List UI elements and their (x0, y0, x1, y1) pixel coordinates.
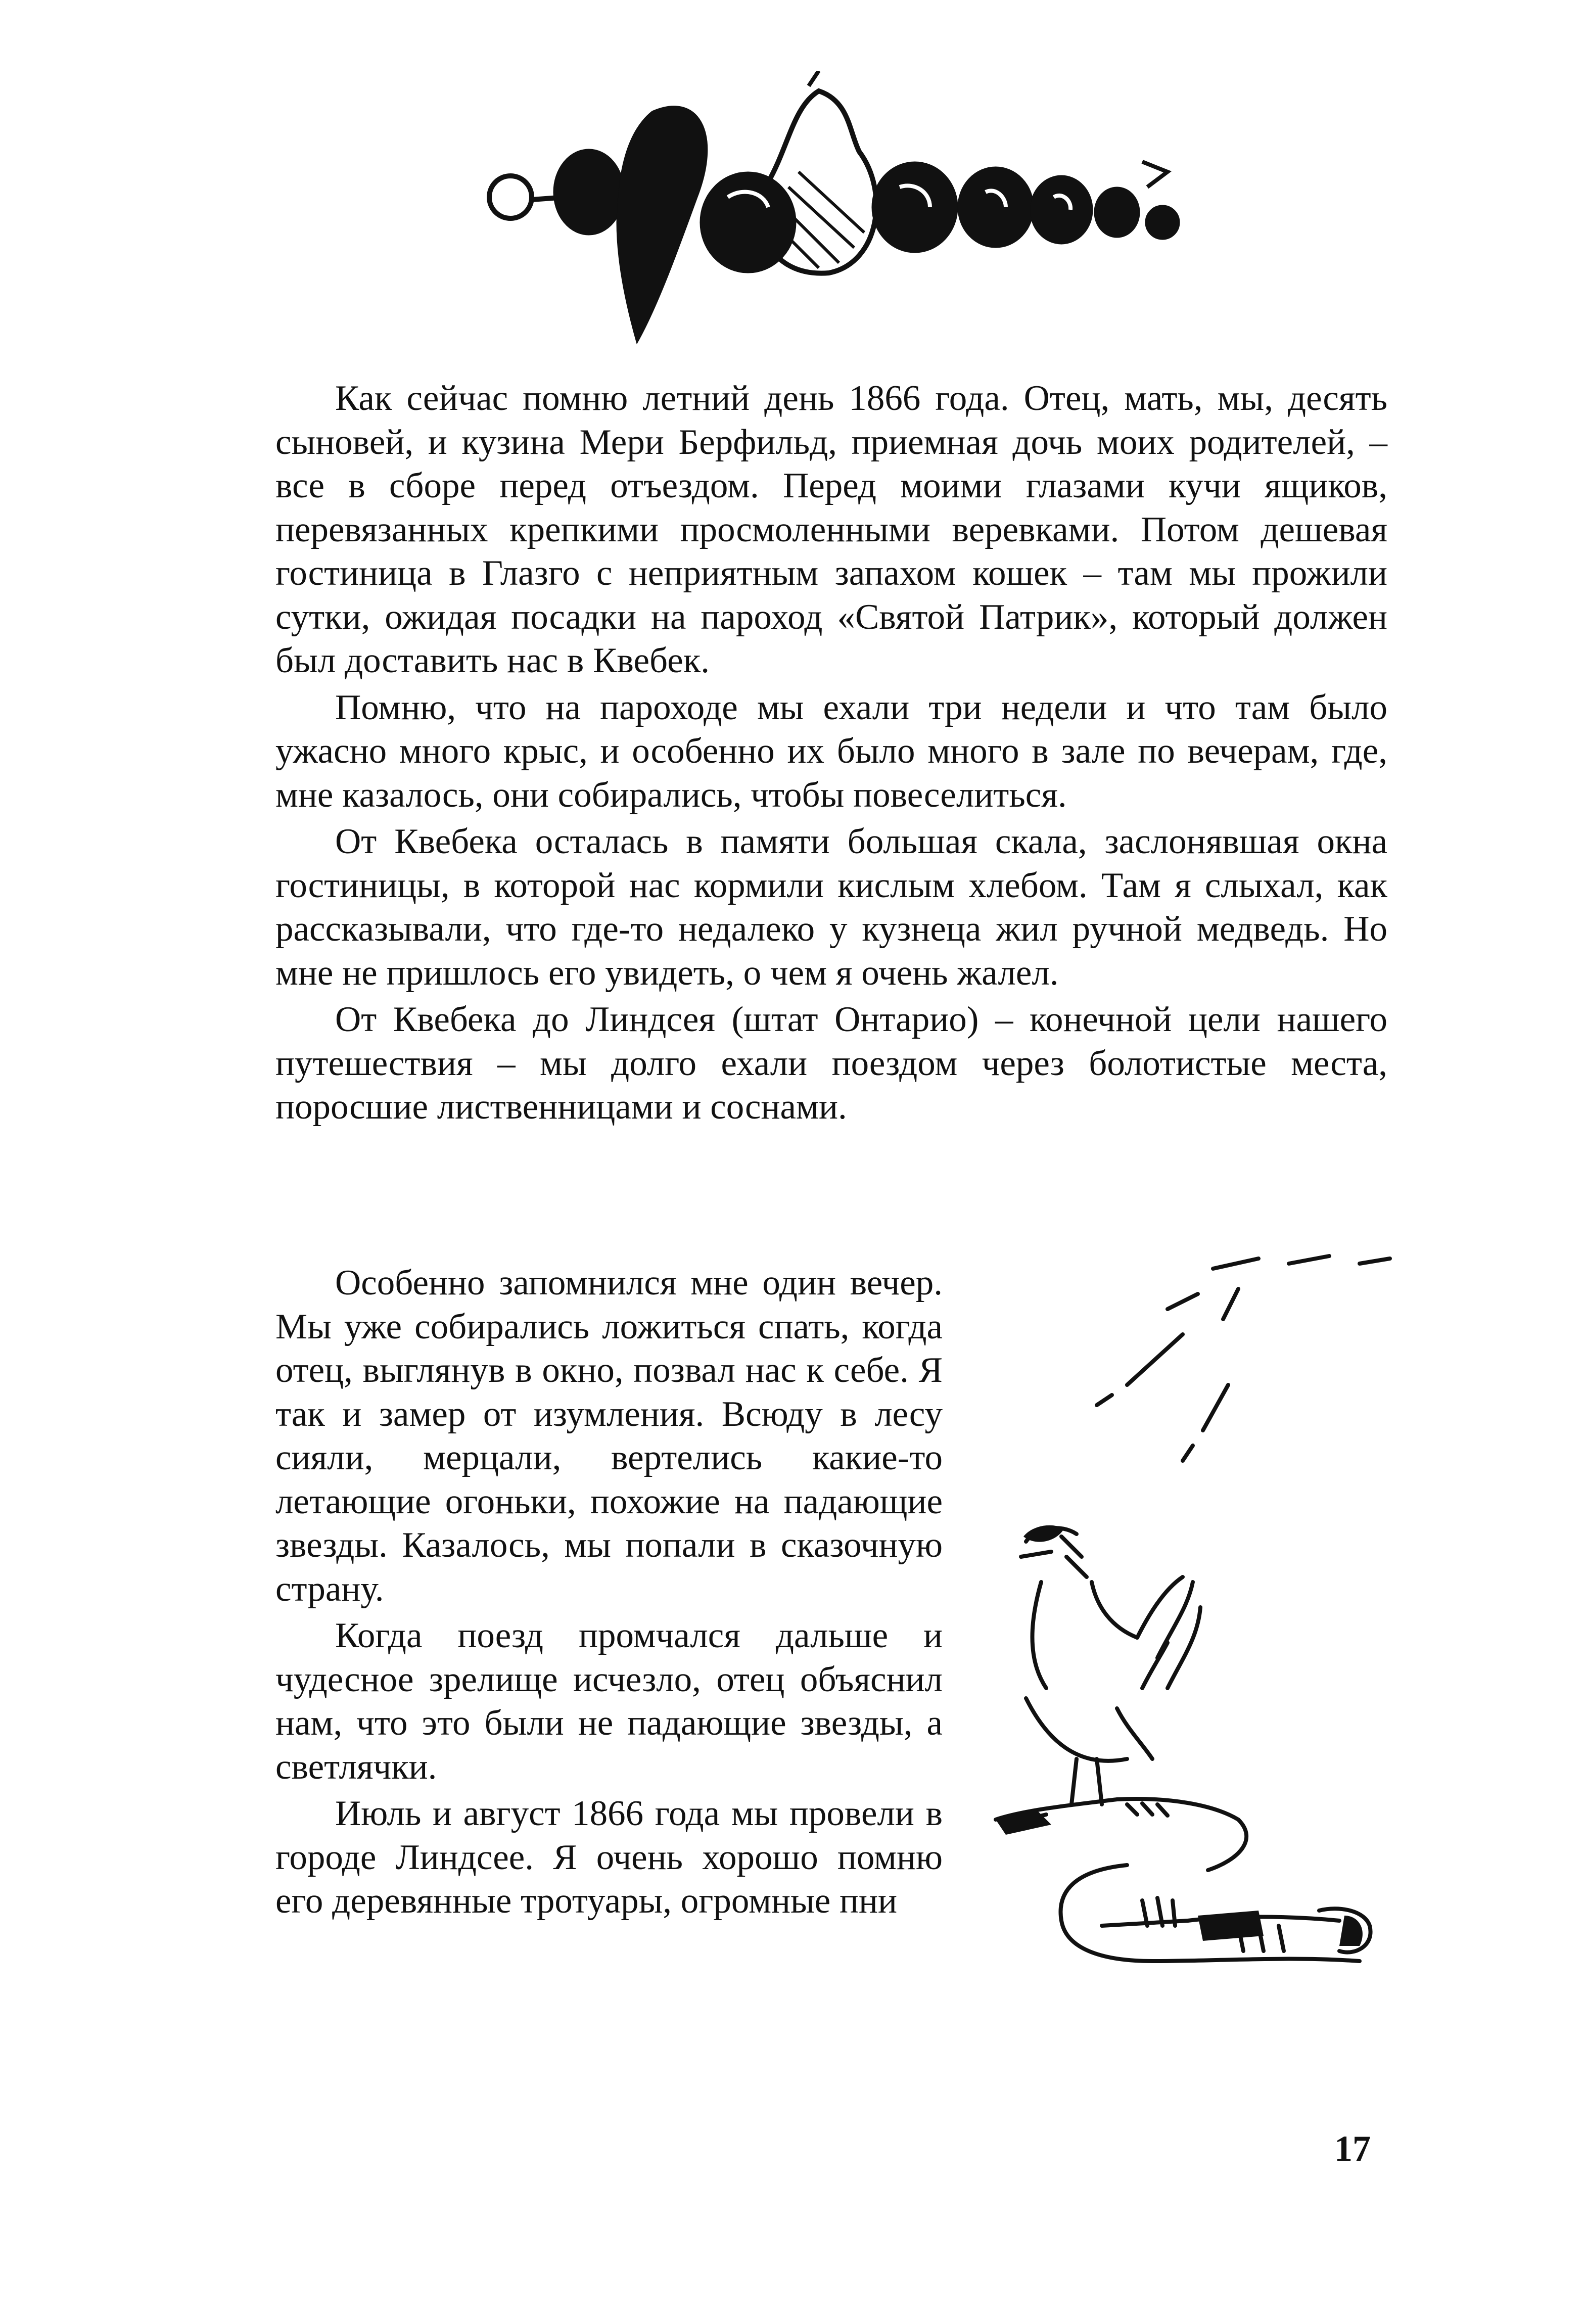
fruit-vegetable-ornament-icon (485, 71, 1203, 354)
paragraph-1: Как сейчас помню летний день 1866 года. Отец, мать, мы, десять сыновей, и кузина Мери Берфильд, приемная дочь моих родителей, – все в сборе перед отъездом. Перед моими глазами кучи ящиков, перевязанных крепкими просмоленными веревками. Потом дешевая гостиница в Глазго с неприятным запахом кошек – там мы прожили сутки, ожидая посадки на пароход «Святой Патрик», который должен был доставить нас в Квебек. (275, 379, 1387, 680)
paragraph-4: От Квебека до Линдсея (штат Онтарио) – конечной цели нашего путешествия – мы долго ехали поездом через болотистые места, поросшие лиственницами и соснами. (275, 1000, 1387, 1127)
narrow-text-block (275, 1261, 943, 1926)
page-number: 17 (1334, 2128, 1371, 2169)
grouse-on-stump-icon (975, 1253, 1415, 2017)
paragraph-2: Помню, что на пароходе мы ехали три недели и что там было ужасно много крыс, и особенно их было много в зале по вечерам, где, мне казалось, они собирались, чтобы повеселиться. (275, 687, 1387, 815)
paragraph-5: Особенно запомнился мне один вечер. Мы уже собирались ложиться спать, когда отец, выглянув в окно, позвал нас к себе. Я так и замер от изумления. Всюду в лесу сияли, мерцали, вертелись какие-то летающие огоньки, похожие на падающие звезды. Казалось, мы попали в сказочную страну. (275, 1263, 943, 1609)
paragraph-7: Июль и август 1866 года мы провели в городе Линдсее. Я очень хорошо помню его деревянные тротуары, огромные пни (275, 1794, 943, 1921)
paragraph-6: Когда поезд промчался дальше и чудесное зрелище исчезло, отец объяснил нам, что это были не падающие звезды, а светлячки. (275, 1616, 943, 1787)
main-text-block (275, 377, 1387, 1132)
paragraph-3: От Квебека осталась в памяти большая скала, заслонявшая окна гостиницы, в которой нас кормили кислым хлебом. Там я слыхал, как рассказывали, что где-то недалеко у кузнеца жил ручной медведь. Но мне не пришлось его увидеть, о чем я очень жалел. (275, 822, 1387, 993)
